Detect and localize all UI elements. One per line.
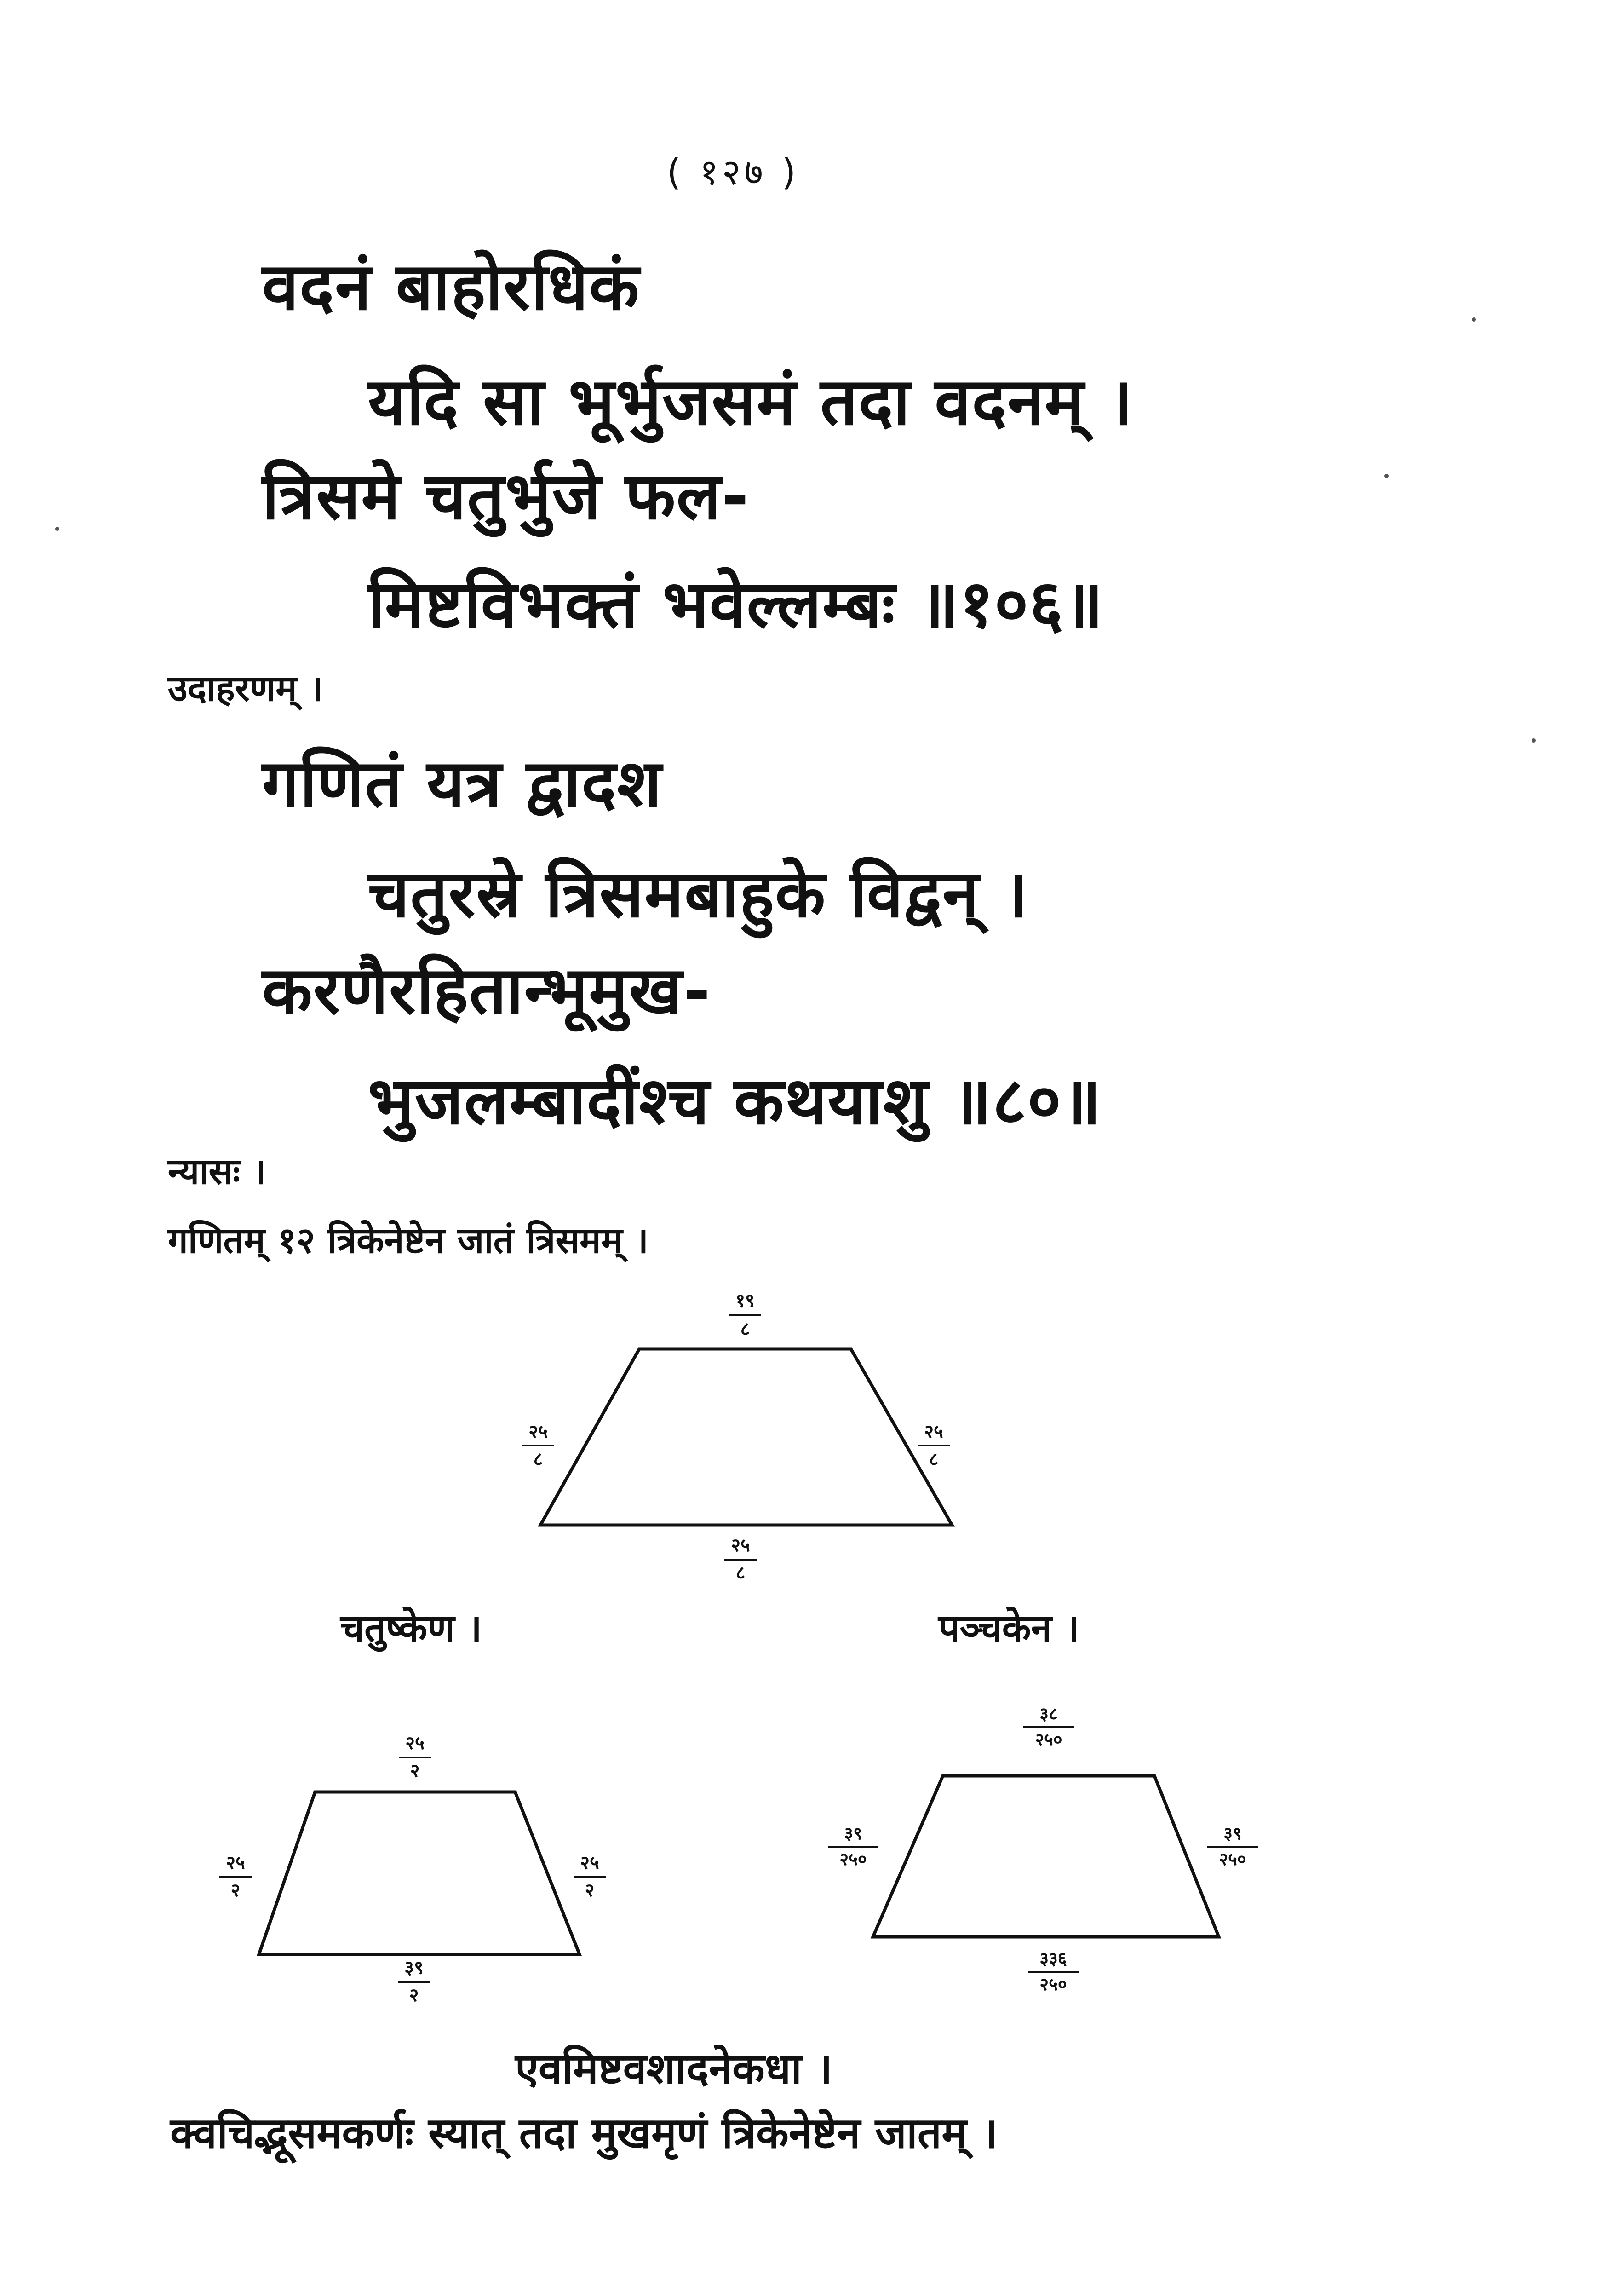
fig3-base-num-text: ३३६: [1039, 1948, 1067, 1969]
verse-107-line-3: त्रिसमे चतुर्भुजे फल-: [262, 458, 750, 534]
fig3-base-den-text: २५०: [1039, 1974, 1067, 1994]
fig3-left-den: २५०: [839, 1849, 867, 1869]
fig2-left-den: २: [230, 1880, 241, 1901]
trapezoid-figure-2: [202, 1707, 616, 1987]
fig1-base-den: ८: [735, 1562, 746, 1584]
scan-speck: [1532, 738, 1536, 743]
page-number: ( १२७ ): [667, 152, 800, 193]
trapezoid-2-shape: [259, 1792, 580, 1954]
fig3-left-num: ३९: [844, 1823, 862, 1843]
fig3-right-num: ३९: [1223, 1823, 1242, 1843]
scan-speck: [1384, 474, 1389, 478]
scan-speck: [55, 527, 59, 531]
fig1-top-num: १९: [735, 1290, 755, 1311]
fig2-top-den: २: [410, 1760, 420, 1781]
verse-80-line-3: करणैरहितान्भूमुख-: [262, 953, 712, 1029]
ganitam-line: गणितम् १२ त्रिकेनेष्टेन जातं त्रिसमम् ।: [168, 1220, 649, 1261]
fig2-base-label: [386, 1955, 442, 2015]
trapezoid-1-shape: [540, 1349, 952, 1525]
fig2-caption: चतुष्केण ।: [340, 1607, 482, 1650]
verse-80-line-2: चतुरस्रे त्रिसमबाहुके विद्वन् ।: [368, 856, 1029, 932]
fig1-left-den: ८: [533, 1449, 543, 1470]
scan-speck: [1472, 317, 1476, 322]
nyasa-heading: न्यासः ।: [168, 1151, 266, 1192]
fig1-right-num: २५: [924, 1421, 943, 1442]
verse-107-line-1: वदनं बाहोरधिकं: [262, 249, 640, 325]
fig3-base-label: [1012, 1946, 1095, 2006]
verse-80-line-1: गणितं यत्र द्वादश: [262, 746, 663, 822]
trapezoid-3-shape: [873, 1776, 1219, 1937]
trapezoid-figure-3: [809, 1698, 1279, 1955]
fig3-right-den: २५०: [1219, 1849, 1246, 1869]
fig3-top-den: २५०: [1035, 1729, 1062, 1750]
fig1-top-den: ८: [740, 1319, 750, 1340]
example-heading: उदाहरणम् ।: [168, 668, 323, 709]
fig2-right-den: २: [585, 1880, 595, 1901]
fig1-base-num: २५: [731, 1535, 750, 1556]
trapezoid-figure-1: [483, 1279, 1012, 1601]
fig2-base-den-text: २: [409, 1985, 419, 2006]
verse-107-line-4: मिष्टविभक्तं भवेल्लम्बः ॥१०६॥: [368, 566, 1104, 642]
fig3-caption: पञ्चकेन ।: [938, 1607, 1079, 1650]
verse-107-line-2: यदि सा भूर्भुजसमं तदा वदनम् ।: [368, 364, 1134, 440]
fig1-right-den: ८: [929, 1449, 939, 1470]
fig2-left-num: २५: [226, 1852, 245, 1873]
footer-line-2: क्वचिद्भूसमकर्णः स्यात् तदा मुखमृणं त्रिकेनेष्टेन जातम् ।: [170, 2108, 998, 2158]
fig2-top-num: २५: [405, 1733, 425, 1754]
verse-80-line-4: भुजलम्बादींश्च कथयाशु ॥८०॥: [368, 1063, 1102, 1139]
fig2-base-num-text: ३९: [404, 1957, 424, 1978]
fig1-left-num: २५: [528, 1421, 548, 1442]
fig3-top-num: ३८: [1039, 1704, 1058, 1724]
fig2-right-num: २५: [580, 1852, 599, 1873]
footer-line-1: एवमिष्टवशादनेकधा ।: [515, 2044, 833, 2093]
